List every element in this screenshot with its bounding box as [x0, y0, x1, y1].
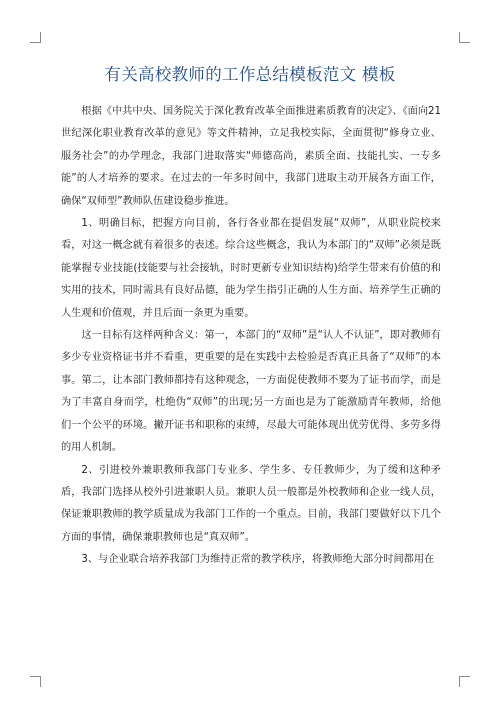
crop-mark-bottom-left [30, 676, 41, 687]
paragraph-goal: 1、明确目标，把握方向目前，各行各业都在提倡发展“双师”，从职业院校来看，对这一概念就有着很多的表述。综合这些概念，我认为本部门的“双师”必须是既能掌握专业技能(技能要与社会接轨，时时更新专业知识结构)给学生带来有价值的和实用的技术，同时需具有良好品德，能为学生指引正确的人生方面、培养学生正确的人生观和价值观，并且后面一条更为重要。 [61, 218, 441, 319]
crop-mark-top-left [30, 32, 41, 43]
paragraph-external-teachers: 2、引进校外兼职教师我部门专业多、学生多、专任教师少，为了缓和这种矛盾，我部门选择从校外引进兼职人员。兼职人员一般都是外校教师和企业一线人员，保证兼职教师的教学质量成为我部门工作的一个重点。目前，我部门要做好以下几个方面的事情，确保兼职教师也是“真双师”。 [61, 464, 441, 543]
document-body [61, 101, 441, 572]
paragraph-enterprise-training: 3、与企业联合培养我部门为维持正常的教学秩序，将教师绝大部分时间都用在 [81, 554, 435, 566]
paragraph-goal-meaning: 这一目标有这样两种含义：第一，本部门的“双师”是“认人不认证”，即对教师有多少专业资格证书并不看重，更重要的是在实践中去检验是否真正具备了“双师”的本事。第二，让本部门教师都持有这种观念，一方面促使教师不要为了证书而学，而是为了丰富自身而学，杜绝伪“双师”的出现;另一方面也是为了能激励青年教师，给他们一个公平的环境。撇开证书和职称的束缚，尽最大可能体现出优劳优得、多劳多得的用人机制。 [61, 330, 441, 454]
paragraph-intro: 根据《中共中央、国务院关于深化教育改革全面推进素质教育的决定》、《面向21世纪深化职业教育改革的意见》等文件精神，立足我校实际，全面贯彻“修身立业、服务社会”的办学理念，我部门进取落实“师德高尚，素质全面、技能扎实、一专多能”的人才培养的要求。在过去的一年多时间中，我部门进取主动开展各方面工作，确保“双师型”教师队伍建设稳步推进。 [61, 106, 441, 207]
crop-mark-bottom-right [459, 676, 470, 687]
crop-mark-top-right [459, 32, 470, 43]
document-title: 有关高校教师的工作总结模板范文 模板 [104, 65, 396, 84]
